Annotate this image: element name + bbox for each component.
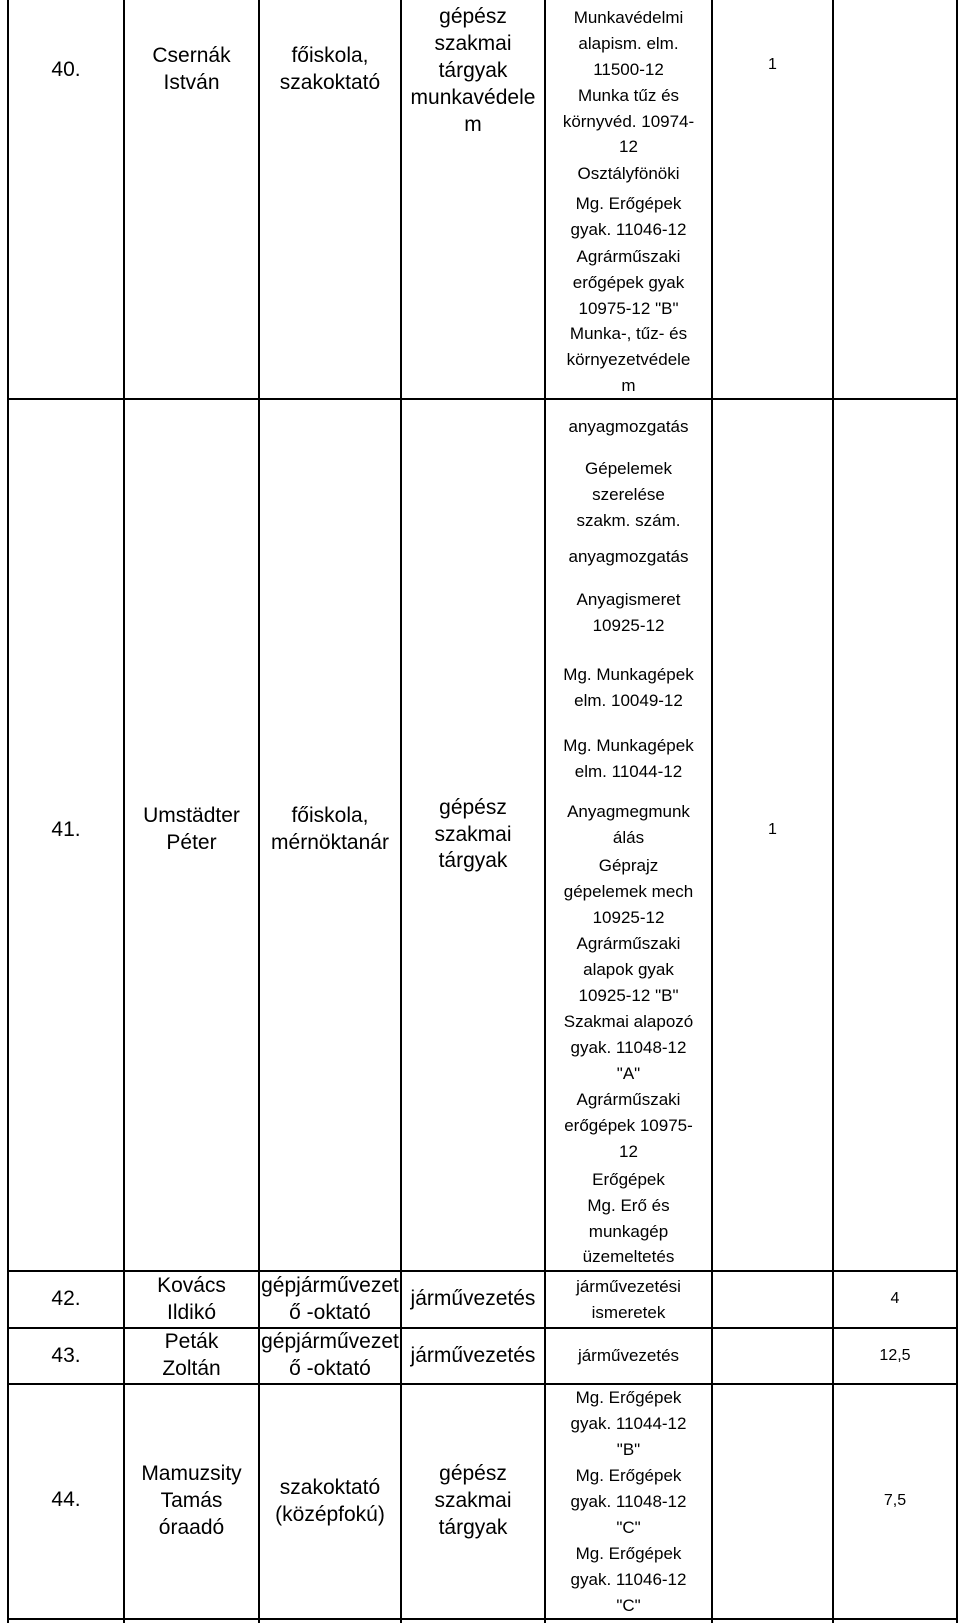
- module-line: szerelése: [592, 485, 665, 505]
- qualification-line: szakoktató: [279, 71, 381, 94]
- module: [546, 660, 711, 715]
- module: [546, 931, 711, 1009]
- subject-line: gépész: [439, 795, 507, 819]
- teacher-name-line: Umstädter: [143, 804, 240, 828]
- module: [546, 190, 711, 244]
- teacher-name: [125, 1329, 258, 1383]
- module-line: gyak. 11048-12: [570, 1038, 687, 1058]
- row-number: [9, 1329, 123, 1383]
- qualification-line: ő -oktató: [289, 1357, 371, 1380]
- module-line: környvéd. 10974-: [562, 111, 695, 131]
- subject-line: gépész: [439, 1462, 507, 1486]
- teacher-name: [125, 0, 258, 140]
- module: [546, 1009, 711, 1087]
- module: [546, 84, 711, 159]
- module-line: alapism. elm.: [578, 34, 679, 54]
- module-line: szakm. szám.: [576, 510, 681, 530]
- subject-line: tárgyak: [438, 1515, 508, 1539]
- module-line: járművezetés: [577, 1346, 680, 1366]
- row-number-text: 42.: [51, 1287, 81, 1311]
- subject-line: munkavédele: [410, 85, 536, 109]
- teacher-name-line: István: [163, 71, 220, 94]
- module: [546, 4, 711, 84]
- module-line: Mg. Erőgépek: [575, 194, 682, 214]
- module-line: Agrárműszaki: [576, 934, 681, 954]
- module-line: "C": [616, 1517, 641, 1537]
- module-line: elm. 10049-12: [574, 690, 683, 710]
- module-line: Mg. Munkagépek: [563, 735, 694, 755]
- subject-area: [402, 1329, 544, 1383]
- module: [546, 798, 711, 852]
- module-line: munkagép: [588, 1221, 669, 1241]
- module-line: Anyagismeret: [576, 589, 681, 609]
- module-line: Szakmai alapozó: [563, 1012, 694, 1032]
- module: [546, 542, 711, 572]
- module: [546, 1541, 711, 1619]
- module-line: gyak. 11048-12: [570, 1492, 687, 1512]
- weekly-hours: [713, 0, 832, 130]
- subject-line: tárgyak: [438, 849, 508, 873]
- module: [546, 853, 711, 931]
- module-line: "A": [616, 1063, 641, 1083]
- row-number-text: 44.: [51, 1487, 81, 1511]
- module-line: gépelemek mech: [563, 882, 694, 902]
- module-line: alapok gyak: [583, 960, 674, 980]
- module-line: Munka-, tűz- és: [569, 324, 688, 344]
- teacher-name: [125, 1272, 258, 1327]
- teacher-name-line: Csernák: [152, 44, 231, 68]
- module-line: Erőgépek: [592, 1170, 665, 1190]
- module-line: "C": [616, 1595, 641, 1615]
- module: [546, 1272, 711, 1327]
- module-line: Anyagmegmunk: [567, 802, 690, 822]
- module: [546, 731, 711, 786]
- module-line: Osztályfönöki: [577, 164, 680, 184]
- module-line: Munkavédelmi: [573, 8, 684, 28]
- module: [546, 585, 711, 640]
- qualification-line: főiskola,: [291, 44, 369, 68]
- module-line: 12: [619, 137, 638, 157]
- module-line: erőgépek gyak: [572, 273, 685, 293]
- module: [546, 412, 711, 442]
- subject-area: [402, 790, 544, 880]
- teacher-name: [125, 1385, 258, 1618]
- teacher-name-line: Mamuzsity: [141, 1462, 242, 1486]
- qualification: [260, 1329, 400, 1383]
- module-line: "B": [616, 1439, 641, 1459]
- row-number-text: 43.: [51, 1343, 81, 1367]
- module-line: 10975-12 "B": [578, 298, 679, 318]
- row-divider: [7, 1618, 958, 1620]
- module: [546, 1463, 711, 1541]
- hours-value: 7,5: [883, 1492, 907, 1510]
- module-line: anyagmozgatás: [568, 417, 689, 437]
- weekly-hours: [834, 1385, 956, 1618]
- subject-area: [402, 4, 544, 134]
- qualification: [260, 1272, 400, 1327]
- qualification-line: mérnöktanár: [271, 831, 389, 854]
- module-line: Géprajz: [598, 856, 659, 876]
- module: [546, 1193, 711, 1270]
- module-line: Agrárműszaki: [576, 1090, 681, 1110]
- module-line: Mg. Erő és: [587, 1195, 670, 1215]
- weekly-hours: [834, 1272, 956, 1327]
- teacher-name-line: Zoltán: [162, 1357, 221, 1380]
- module: [546, 244, 711, 322]
- subject-line: szakmai: [434, 31, 512, 55]
- module: [546, 1165, 711, 1195]
- teacher-name-line: óraadó: [158, 1515, 225, 1539]
- qualification-line: gépjárművezet: [261, 1273, 399, 1297]
- module-line: gyak. 11046-12: [570, 220, 687, 239]
- module-line: gyak. 11046-12: [570, 1570, 687, 1590]
- module-line: erőgépek 10975-: [564, 1116, 693, 1136]
- module-line: Mg. Erőgépek: [575, 1466, 682, 1486]
- qualification: [260, 800, 400, 860]
- module-line: Mg. Erőgépek: [575, 1388, 682, 1408]
- hours-value: 12,5: [879, 1346, 911, 1364]
- row-number-text: 41.: [51, 817, 81, 841]
- qualification-line: gépjárművezet: [261, 1330, 399, 1354]
- hours-value: 1: [768, 55, 777, 73]
- subject-area: [402, 1272, 544, 1327]
- teacher-name-line: Kovács: [157, 1273, 226, 1297]
- column-divider: [956, 0, 958, 1623]
- module-line: üzemeltetés: [582, 1247, 675, 1267]
- module-line: 10925-12: [592, 907, 665, 927]
- subject-area: [402, 1385, 544, 1618]
- weekly-hours: [713, 800, 832, 860]
- subject-line: járművezetés: [410, 1343, 536, 1367]
- hours-value: 1: [768, 820, 777, 838]
- hours-value: 4: [890, 1290, 900, 1308]
- teacher-name-line: Peták: [164, 1330, 219, 1354]
- subject-line: szakmai: [434, 822, 512, 846]
- module: [546, 1087, 711, 1165]
- qualification: [260, 0, 400, 140]
- module-line: gyak. 11044-12: [570, 1414, 687, 1434]
- module-line: Mg. Munkagépek: [563, 664, 694, 684]
- subject-line: szakmai: [434, 1489, 512, 1513]
- weekly-hours: [834, 1329, 956, 1383]
- module-line: környezetvédele: [566, 350, 691, 370]
- module: [546, 322, 711, 398]
- subject-line: m: [464, 112, 482, 136]
- module-line: 10925-12: [592, 615, 665, 635]
- row-number: [9, 1460, 123, 1540]
- row-number: [9, 800, 123, 860]
- subject-line: tárgyak: [438, 58, 508, 82]
- teacher-name-line: Péter: [166, 831, 217, 854]
- module: [546, 455, 711, 535]
- module-line: 12: [619, 1141, 638, 1161]
- module: [546, 1329, 711, 1383]
- module: [546, 1385, 711, 1463]
- teacher-name: [125, 800, 258, 860]
- row-divider: [7, 398, 958, 400]
- module-line: Agrárműszaki: [576, 247, 681, 267]
- module-line: m: [621, 375, 636, 395]
- row-number: [9, 1272, 123, 1327]
- subject-line: gépész: [439, 5, 507, 28]
- row-number: [9, 0, 123, 140]
- teacher-name-line: Ildikó: [166, 1300, 217, 1324]
- qualification-line: szakoktató: [279, 1475, 381, 1499]
- module-line: anyagmozgatás: [568, 547, 689, 567]
- module-line: elm. 11044-12: [574, 761, 683, 781]
- qualification-line: ő -oktató: [289, 1300, 371, 1324]
- module-line: Mg. Erőgépek: [575, 1544, 682, 1564]
- module-line: ismeretek: [591, 1302, 666, 1322]
- qualification-line: főiskola,: [291, 804, 369, 828]
- module-line: álás: [612, 828, 645, 847]
- module-line: Munka tűz és: [577, 85, 680, 105]
- teacher-name-line: Tamás: [160, 1489, 223, 1513]
- subject-line: járművezetés: [410, 1287, 536, 1311]
- row-number-text: 40.: [51, 57, 81, 81]
- module-line: Gépelemek: [585, 459, 672, 479]
- qualification: [260, 1385, 400, 1618]
- qualification-line: (középfokú): [275, 1502, 385, 1526]
- module-line: 11500-12: [593, 59, 664, 79]
- module-line: 10925-12 "B": [578, 985, 679, 1005]
- module: [546, 159, 711, 189]
- module-line: járművezetési: [576, 1276, 681, 1296]
